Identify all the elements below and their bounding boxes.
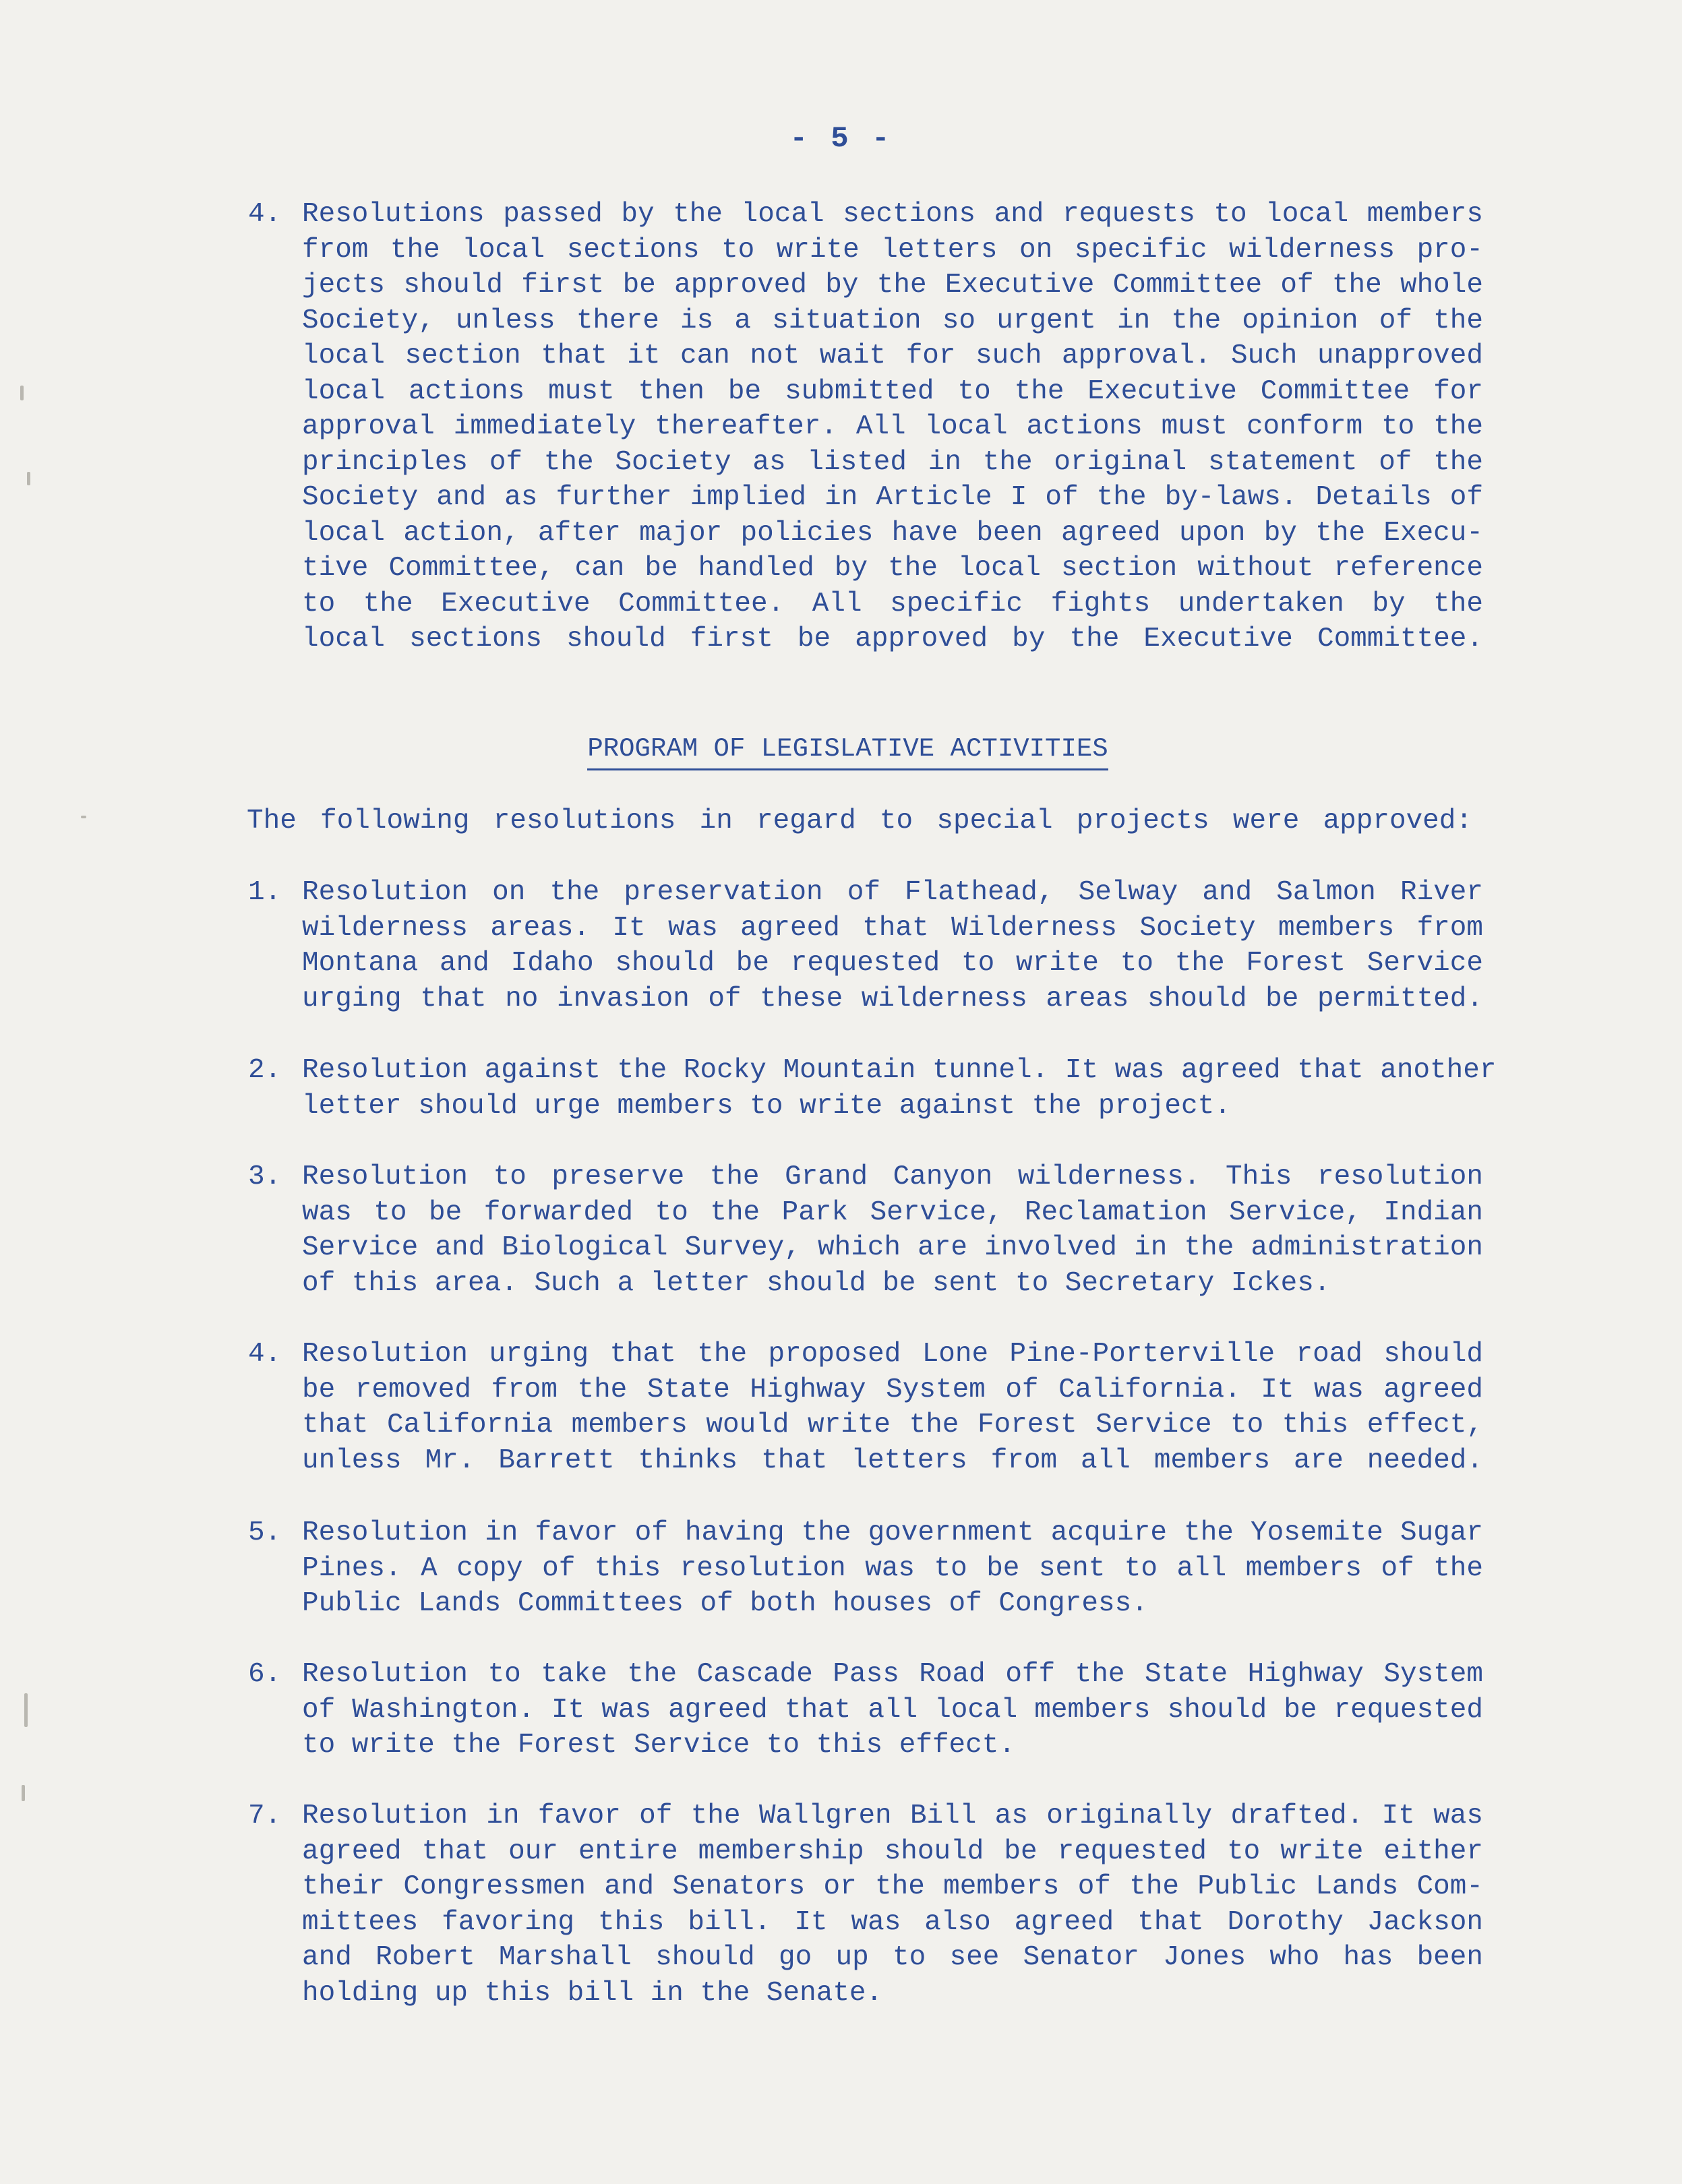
text-line: local action, after major policies have been agreed upon by the Execu- xyxy=(302,517,1483,549)
text-line: tive Committee, can be handled by the local section without reference xyxy=(302,553,1483,584)
text-line: was to be forwarded to the Park Service, Reclamation Service, Indian xyxy=(302,1196,1483,1228)
text-line: Society, unless there is a situation so urgent in the opinion of the xyxy=(302,305,1483,336)
text-line: Resolution urging that the proposed Lone Pine-Porterville road should xyxy=(302,1339,1483,1370)
text-line: holding up this bill in the Senate. xyxy=(302,1977,883,2009)
item-number: 3. xyxy=(248,1161,282,1192)
text-line: Resolution in favor of the Wallgren Bill as originally drafted. It was xyxy=(302,1800,1483,1831)
text-line: urging that no invasion of these wilderness areas should be permitted. xyxy=(302,983,1483,1014)
resolution-item xyxy=(248,1657,1483,1763)
section-heading xyxy=(0,732,1682,770)
paper-speck xyxy=(27,472,30,485)
resolution-item xyxy=(248,1159,1483,1301)
text-line: local section that it can not wait for such approval. Such unapproved xyxy=(302,340,1483,371)
resolution-item xyxy=(248,1337,1483,1478)
text-line: of this area. Such a letter should be sent to Secretary Ickes. xyxy=(302,1267,1331,1299)
text-line: local sections should first be approved by the Executive Committee. xyxy=(302,624,1483,655)
text-line: agreed that our entire membership should be requested to write either xyxy=(302,1836,1483,1867)
text-line: wilderness areas. It was agreed that Wilderness Society members from xyxy=(302,912,1483,944)
text-line: Resolution against the Rocky Mountain tunnel. It was agreed that another xyxy=(302,1055,1497,1086)
text-line: Resolution on the preservation of Flathead, Selway and Salmon River xyxy=(302,877,1483,908)
paper-speck xyxy=(81,816,86,818)
text-line: principles of the Society as listed in the original statement of the xyxy=(302,446,1483,478)
intro-text: The following resolutions in regard to special projects were approved: xyxy=(247,806,1472,837)
text-line: mittees favoring this bill. It was also agreed that Dorothy Jackson xyxy=(302,1906,1483,1938)
text-line: Resolution to preserve the Grand Canyon wilderness. This resolution xyxy=(302,1161,1483,1192)
text-line: to write the Forest Service to this effect. xyxy=(302,1730,1015,1761)
text-line: jects should first be approved by the Executive Committee of the whole xyxy=(302,270,1483,301)
text-line: Montana and Idaho should be requested to write to the Forest Service xyxy=(302,948,1483,979)
text-line: local actions must then be submitted to the Executive Committee for xyxy=(302,375,1483,407)
text-line: Public Lands Committees of both houses of Congress. xyxy=(302,1588,1148,1619)
section-heading-text: PROGRAM OF LEGISLATIVE ACTIVITIES xyxy=(587,732,1108,770)
text-line: their Congressmen and Senators or the members of the Public Lands Com- xyxy=(302,1871,1483,1902)
item-number: 6. xyxy=(248,1659,282,1690)
text-line: Pines. A copy of this resolution was to be sent to all members of the xyxy=(302,1552,1483,1584)
text-line: to the Executive Committee. All specific fights undertaken by the xyxy=(302,588,1483,619)
text-line: Resolution in favor of having the government acquire the Yosemite Sugar xyxy=(302,1517,1483,1548)
resolution-item xyxy=(248,875,1483,1017)
text-line: Service and Biological Survey, which are involved in the administration xyxy=(302,1232,1483,1263)
resolution-item xyxy=(248,1515,1483,1622)
paper-speck xyxy=(20,386,24,400)
item-number: 4. xyxy=(248,199,282,230)
text-line: Resolution to take the Cascade Pass Road off the State Highway System xyxy=(302,1659,1483,1690)
text-line: letter should urge members to write against the project. xyxy=(302,1090,1231,1122)
item-number: 1. xyxy=(248,877,282,908)
text-line: Society and as further implied in Article I of the by-laws. Details of xyxy=(302,482,1483,513)
paper-speck xyxy=(22,1785,25,1801)
numbered-paragraph xyxy=(248,197,1483,657)
resolution-item xyxy=(248,1053,1497,1124)
text-line: from the local sections to write letters on specific wilderness pro- xyxy=(302,234,1483,266)
text-line: be removed from the State Highway System of California. It was agreed xyxy=(302,1374,1483,1405)
item-number: 7. xyxy=(248,1800,282,1831)
text-line: unless Mr. Barrett thinks that letters from all members are needed. xyxy=(302,1445,1483,1476)
paper-speck xyxy=(24,1693,28,1727)
resolution-item xyxy=(248,1798,1483,2011)
item-number: 4. xyxy=(248,1339,282,1370)
text-line: of Washington. It was agreed that all local members should be requested xyxy=(302,1694,1483,1726)
text-line: that California members would write the Forest Service to this effect, xyxy=(302,1409,1483,1440)
item-number: 2. xyxy=(248,1055,282,1086)
text-line: approval immediately thereafter. All local actions must conform to the xyxy=(302,411,1483,442)
text-line: Resolutions passed by the local sections and requests to local members xyxy=(302,199,1483,230)
page-number: - 5 - xyxy=(789,122,893,156)
item-number: 5. xyxy=(248,1517,282,1548)
text-line: and Robert Marshall should go up to see Senator Jones who has been xyxy=(302,1942,1483,1973)
